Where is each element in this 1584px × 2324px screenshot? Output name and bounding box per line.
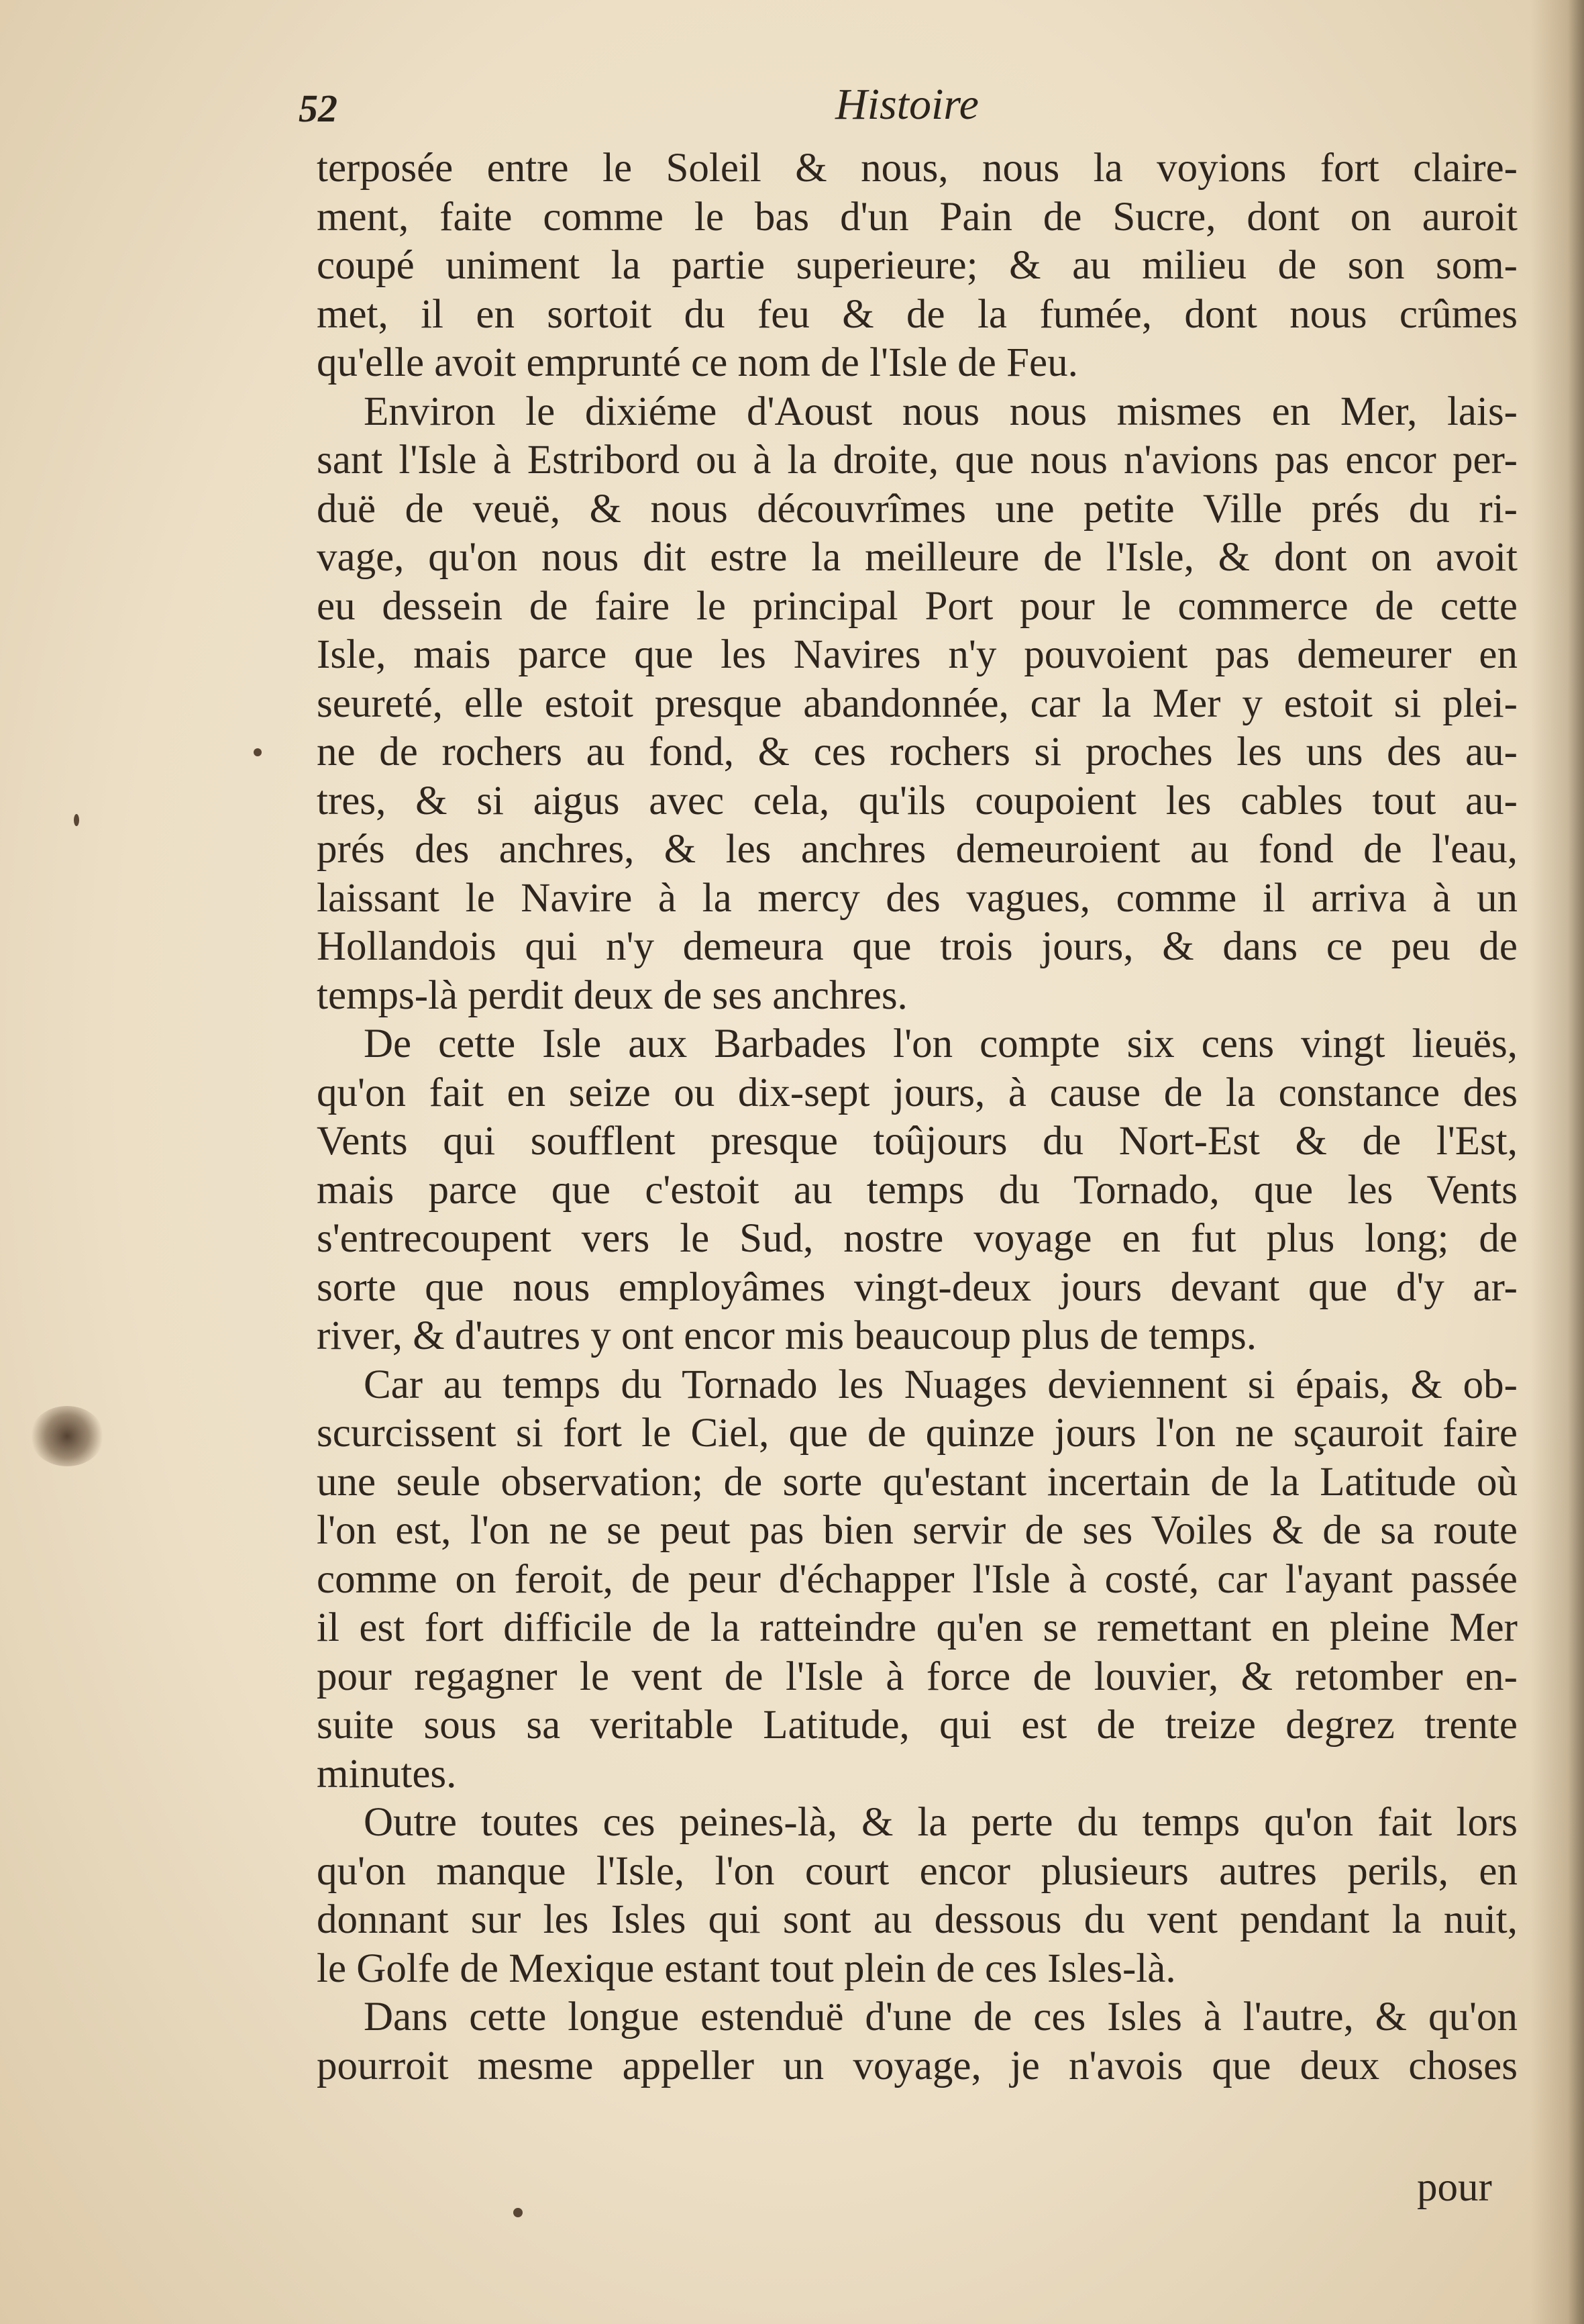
text-line: suite sous sa veritable Latitude, qui est de treize degrez trente (317, 1703, 1518, 1748)
text-line: minutes. (317, 1751, 457, 1797)
paper-speck (74, 814, 79, 826)
body-text (317, 144, 1518, 2090)
text-line: prés des anchres, & les anchres demeuroient au fond de l'eau, (317, 827, 1518, 872)
text-line: ne de rochers au fond, & ces rochers si proches les uns des au- (317, 729, 1518, 774)
text-line: river, & d'autres y ont encor mis beaucoup plus de temps. (317, 1313, 1257, 1358)
text-line: terposée entre le Soleil & nous, nous la voyions fort claire- (317, 146, 1518, 191)
ink-stain (30, 1406, 104, 1466)
text-line: sorte que nous employâmes vingt-deux jours devant que d'y ar- (317, 1264, 1518, 1310)
text-line: le Golfe de Mexique estant tout plein de ces Isles-là. (317, 1946, 1176, 1991)
text-line: duë de veuë, & nous découvrîmes une petite Ville prés du ri- (317, 486, 1518, 532)
text-line: qu'on manque l'Isle, l'on court encor plusieurs autres perils, en (317, 1848, 1518, 1894)
text-line: comme on feroit, de peur d'échapper l'Isle à costé, car l'ayant passée (317, 1556, 1518, 1602)
text-line: scurcissent si fort le Ciel, que de quinze jours l'on ne sçauroit faire (317, 1411, 1518, 1456)
page-gutter-shadow (1530, 0, 1584, 2324)
text-line: l'on est, l'on ne se peut pas bien servir de ses Voiles & de sa route (317, 1508, 1518, 1553)
text-line: qu'elle avoit emprunté ce nom de l'Isle de Feu. (317, 340, 1078, 385)
paper-speck (254, 748, 262, 756)
text-line: il est fort difficile de la ratteindre qu'en se remettant en pleine Mer (317, 1605, 1518, 1650)
text-line: seureté, elle estoit presque abandonnée, car la Mer y estoit si plei- (317, 680, 1518, 726)
text-line: met, il en sortoit du feu & de la fumée, dont nous crûmes (317, 291, 1518, 337)
paragraph-start: Car au temps du Tornado les Nuages deviennent si épais, & ob- (364, 1362, 1518, 1407)
text-line: ment, faite comme le bas d'un Pain de Sucre, dont on auroit (317, 194, 1518, 240)
page-number: 52 (299, 87, 337, 130)
text-line: une seule observation; de sorte qu'estant incertain de la Latitude où (317, 1459, 1518, 1505)
text-line: coupé uniment la partie superieure; & au milieu de son som- (317, 243, 1518, 288)
text-line: vage, qu'on nous dit estre la meilleure de l'Isle, & dont on avoit (317, 535, 1518, 580)
paragraph-start: Environ le dixiéme d'Aoust nous nous mismes en Mer, lais- (364, 389, 1518, 434)
catchword: pour (1417, 2165, 1492, 2210)
text-line: Isle, mais parce que les Navires n'y pouvoient pas demeurer en (317, 632, 1518, 677)
text-line: sant l'Isle à Estribord ou à la droite, que nous n'avions pas encor per- (317, 438, 1518, 483)
text-line: eu dessein de faire le principal Port pour le commerce de cette (317, 583, 1518, 629)
text-line: mais parce que c'estoit au temps du Tornado, que les Vents (317, 1167, 1518, 1213)
running-title: Histoire (835, 80, 979, 129)
text-line: qu'on fait en seize ou dix-sept jours, à cause de la constance des (317, 1070, 1518, 1115)
text-line: temps-là perdit deux de ses anchres. (317, 972, 908, 1018)
text-line: laissant le Navire à la mercy des vagues, comme il arriva à un (317, 875, 1518, 921)
paragraph-start: De cette Isle aux Barbades l'on compte six cens vingt lieuës, (364, 1021, 1518, 1066)
text-line: pourroit mesme appeller un voyage, je n'avois que deux choses (317, 2043, 1518, 2088)
text-line: s'entrecoupent vers le Sud, nostre voyage en fut plus long; de (317, 1216, 1518, 1261)
paper-speck (513, 2208, 523, 2217)
paragraph-start: Dans cette longue estenduë d'une de ces Isles à l'autre, & qu'on (364, 1994, 1518, 2039)
text-line: donnant sur les Isles qui sont au dessous du vent pendant la nuit, (317, 1897, 1518, 1942)
text-line: Vents qui soufflent presque toûjours du Nort-Est & de l'Est, (317, 1119, 1518, 1164)
text-line: tres, & si aigus avec cela, qu'ils coupoient les cables tout au- (317, 778, 1518, 823)
paragraph-start: Outre toutes ces peines-là, & la perte du temps qu'on fait lors (364, 1800, 1518, 1845)
text-line: pour regagner le vent de l'Isle à force de louvier, & retomber en- (317, 1654, 1518, 1699)
text-line: Hollandois qui n'y demeura que trois jours, & dans ce peu de (317, 924, 1518, 969)
